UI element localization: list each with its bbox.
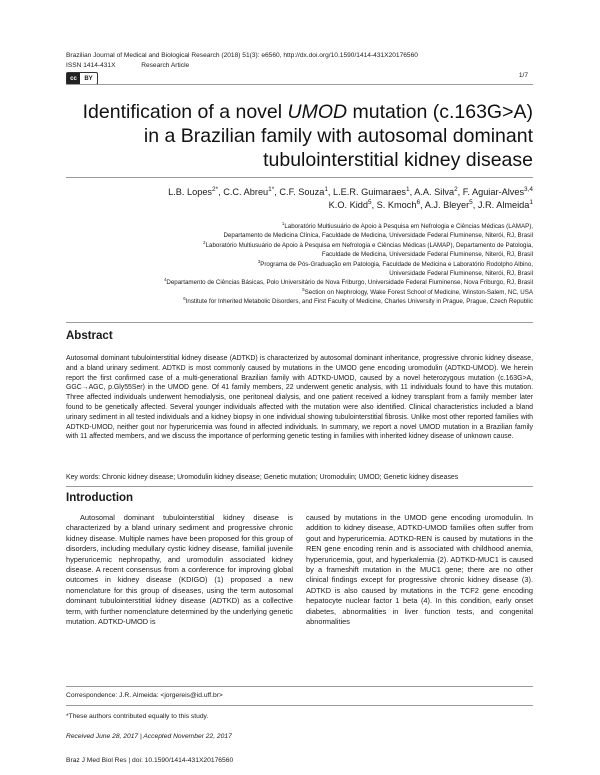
author-affil-sup: 2 [454, 185, 458, 193]
affiliation-line [66, 260, 533, 269]
affiliation-text: Universidade Federal Fluminense, Niterói, RJ, Brasil [389, 270, 533, 278]
affiliation-line [66, 278, 533, 287]
author-line-1: L.B. Lopes$^{2*}$, C.C. Abreu$^{1*}$, C.F. Souza$^1$, L.E.R. Guimaraes$^1$, A.A. Silva$^2$, F. Aguiar-Alves$^{3,4}$ [168, 185, 533, 197]
author-name: A.A. Silva [414, 187, 455, 197]
author-name: L.E.R. Guimaraes [333, 187, 407, 197]
author-affil-sup: 5 [367, 198, 372, 206]
affiliation-line [66, 241, 533, 250]
affiliation-text: Departamento de Ciências Básicas, Polo Universitário de Nova Friburgo, Universidade Federal Fluminense, Nova Friburgo, RJ, Brasil [166, 279, 533, 287]
title-divider [66, 177, 533, 178]
issn: ISSN 1414-431X [66, 61, 116, 69]
author-affil-sup: 1* [268, 185, 275, 193]
abstract-text: Autosomal dominant tubulointerstitial kidney disease (ADTKD) is characterized by autosomal dominant inheritance, progressive chronic kidney disease, and a bland urinary sediment. ADTKD is most commonly caused by mutations in the UMOD gene encoding uromodulin (ADTKD-UMOD). We herein report the first confirmed case of a multi-generational Brazilian family with ADTKD-UMOD, caused by a novel heterozygous mutation (c.163G>A, GGC→AGC, p.Gly55Ser) in the UMOD gene. Of 41 family members, 22 underwent genetic analysis, with 11 individuals found to have this mutation. Three affected individuals underwent hemodialysis, one peritoneal dialysis, and one patient received a kidney transplant from a family member later found to be genetically affected. Several younger individuals affected with the mutation were also identified. Clinical characteristics included a bland urinary sediment in all tested individuals and a kidney biopsy in one individual showing tubulointerstitial fibrosis. Unlike most other reported families with ADTKD-UMOD, neither gout nor hyperuricemia was found in affected individuals. In summary, we report a novel UMOD mutation in a Brazilian family with 11 affected members, and we discuss the importance of performing genetic testing in families with inherited kidney disease of unknown cause. [66, 355, 533, 441]
author-affil-sup: 3,4 [524, 185, 533, 193]
author-list [66, 186, 533, 212]
affiliation-line [66, 269, 533, 278]
citation-footer: Braz J Med Biol Res | doi: 10.1590/1414-431X20176560 [66, 757, 234, 764]
author-name: J.R. Almeida [477, 200, 530, 210]
affiliation-sup: 1 [281, 220, 285, 226]
author-affil-sup: 1 [529, 198, 533, 206]
title-line2: in a Brazilian family with autosomal dominant [143, 125, 533, 147]
intro-text-left: Autosomal dominant tubulointerstitial kidney disease is characterized by a bland urinary sediment and progressive chronic kidney disease. Multiple names have been proposed for this group of disorders, including medullary cystic kidney disease, familial juvenile hyperuricemic nephropathy, and uromodulin associated kidney disease. A recent consensus from a conference for improving global outcomes in kidney disease (KDIGO) (1) proposed a new nomenclature for this group of diseases, using the term autosomal dominant tubulointerstitial kidney disease (ADTKD) as a collective term, with further nomenclature determined by the underlying genetic mutation. ADTKD-UMOD is [66, 513, 293, 627]
author-name: K.O. Kidd [328, 200, 368, 210]
intro-column-left [66, 513, 293, 627]
author-name: C.F. Souza [279, 187, 325, 197]
author-line-2: K.O. Kidd$^5$, S. Kmoch$^6$, A.J. Bleyer$^5$, J.R. Almeida$^1$ [328, 198, 533, 210]
title-part1: Identification of a novel [82, 101, 288, 123]
affil-divider [66, 322, 533, 323]
author-name: C.C. Abreu [223, 187, 269, 197]
affiliation-line [66, 222, 533, 231]
author-name: F. Aguiar-Alves [462, 187, 525, 197]
author-affil-sup: 6 [416, 198, 421, 206]
affiliation-text: Programa de Pós-Graduação em Patologia, Faculdade de Medicina e Laboratório Rodolpho Albino, [260, 260, 533, 268]
affiliation-line [66, 231, 533, 240]
running-header [66, 51, 418, 70]
page-number: 1/7 [518, 72, 528, 79]
equal-contribution-note: *These authors contributed equally to this study. [66, 713, 209, 720]
article-type: Research Article [141, 61, 190, 69]
affiliation-sup: 5 [302, 286, 305, 292]
affiliation-text: Laboratório Multiusuário de Apoio à Pesquisa em Nefrologia e Ciências Médicas (LAMAP), Departamento de Patologia, [205, 241, 533, 249]
affiliation-sup: 4 [163, 277, 167, 283]
affiliation-text: Departamento de Medicina Clínica, Faculdade de Medicina, Universidade Federal Fluminense, Niterói, RJ, Brasil [223, 232, 533, 240]
affiliation-line [66, 297, 533, 306]
affiliation-sup: 3 [257, 258, 261, 264]
issn-line [66, 61, 418, 71]
keywords-label: Key words: [66, 474, 101, 481]
cc-icon: cc [67, 73, 80, 84]
author-name: L.B. Lopes [168, 187, 213, 197]
keywords [66, 474, 533, 481]
author-affil-sup: 5 [469, 198, 473, 206]
affiliation-text: Faculdade de Medicina, Universidade Federal Fluminense, Niterói, RJ, Brasil [321, 251, 533, 259]
author-affil-sup: 1 [406, 185, 410, 193]
author-affil-sup: 2* [212, 185, 219, 193]
title-line3: tubulointerstitial kidney disease [263, 149, 533, 171]
author-affil-sup: 1 [324, 185, 328, 193]
correspondence-text: Correspondence: J.R. Almeida: <jorgereis@id.uff.br> [66, 692, 223, 699]
affiliation-text: Laboratório Multiusuário de Apoio à Pesquisa em Nefrologia e Ciências Médicas (LAMAP), [284, 223, 533, 230]
keywords-text: Chronic kidney disease; Uromodulin kidney disease; Genetic mutation; Uromodulin; UMOD; Genetic kidney diseases [102, 474, 459, 481]
correspondence [66, 692, 223, 699]
affiliation-line [66, 288, 533, 297]
affiliation-text: Section on Nephrology, Wake Forest School of Medicine, Winston-Salem, NC, USA [304, 288, 533, 296]
received-dates: Received June 28, 2017 | Accepted November 22, 2017 [66, 733, 232, 740]
introduction-heading: Introduction [66, 492, 134, 504]
author-name: A.J. Bleyer [424, 200, 470, 210]
footnote-divider-2 [66, 705, 533, 706]
title-part2: mutation (c.163G>A) [347, 101, 533, 123]
affiliations [66, 222, 533, 307]
abstract-body [66, 354, 533, 442]
keywords-divider [66, 486, 533, 487]
footnote-divider [66, 686, 533, 687]
affiliation-sup: 6 [183, 296, 186, 302]
affiliation-sup: 2 [203, 239, 206, 245]
author-name: S. Kmoch [376, 200, 417, 210]
affiliation-text: Institute for Inherited Metabolic Disorders, and First Faculty of Medicine, Charles University in Prague, Prague, Czech Republic [185, 298, 533, 306]
intro-text-right: caused by mutations in the UMOD gene encoding uromodulin. In addition to kidney disease, ADTKD-UMOD families often suffer from gout and hyperuricemia. ADTKD-REN is caused by mutations in the REN gene encoding renin and is associated with childhood anemia, hyperuricemia, gout, and hyperkalemia (2). ADTKD-MUC1 is caused by a frameshift mutation in the MUC1 gene; there are no other clinical findings except for progressive chronic kidney disease (3). ADTKD is also caused by mutations in the TCF2 gene encoding hepatocyte nuclear factor 1 beta (4). In this condition, early onset diabetes, abnormalities in liver function tests, and congenital abnormalities [306, 513, 533, 627]
abstract-heading: Abstract [66, 330, 113, 342]
affiliation-line [66, 250, 533, 259]
header-divider [66, 84, 533, 85]
by-icon: BY [84, 75, 93, 82]
article-title [66, 100, 533, 172]
intro-column-right [306, 513, 533, 627]
journal-line: Brazilian Journal of Medical and Biological Research (2018) 51(3): e6560, http://dx.doi.org/10.1590/1414-431X20176560 [66, 52, 418, 59]
title-gene: UMOD [287, 101, 348, 123]
